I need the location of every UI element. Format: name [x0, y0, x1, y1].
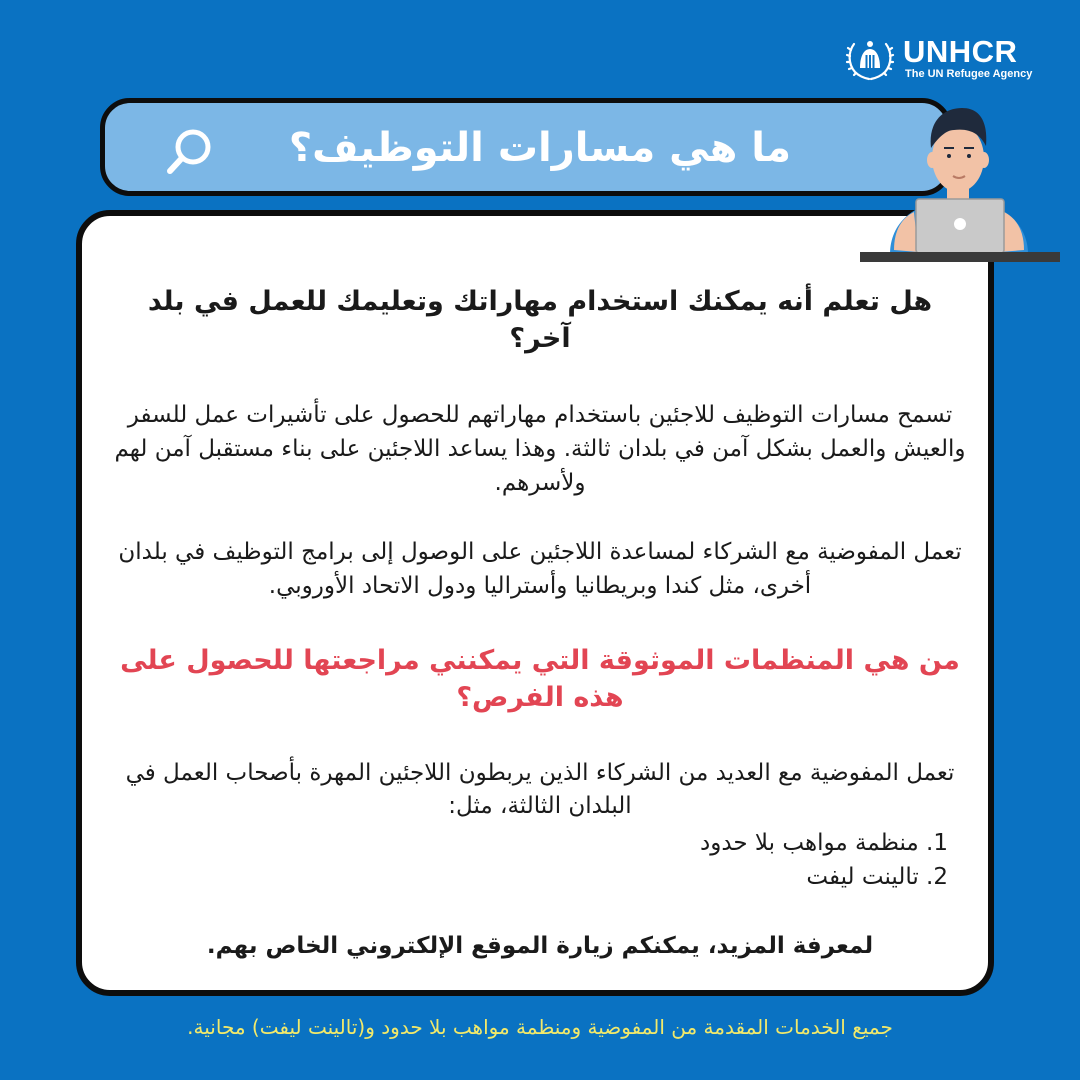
- paragraph-3: تعمل المفوضية مع العديد من الشركاء الذين يربطون اللاجئين المهرة بأصحاب العمل في البلدان الثالثة، مثل:: [125, 760, 955, 819]
- question-heading-1: هل تعلم أنه يمكنك استخدام مهاراتك وتعليمك للعمل في بلد آخر؟: [147, 286, 933, 354]
- unhcr-emblem-icon: [845, 34, 895, 82]
- brand-name: UNHCR: [903, 34, 1018, 69]
- list-item: 2. تالينت ليفت: [806, 864, 948, 890]
- closing-note: لمعرفة المزيد، يمكنكم زيارة الموقع الإلكتروني الخاص بهم.: [206, 933, 874, 959]
- paragraph-2: تعمل المفوضية مع الشركاء لمساعدة اللاجئين على الوصول إلى برامج التوظيف في بلدان أخرى، مثل كندا وبريطانيا وأستراليا ودول الاتحاد الأوروبي.: [118, 539, 962, 599]
- unhcr-logo: [845, 34, 1045, 84]
- list-item: 1. منظمة مواهب بلا حدود: [699, 830, 948, 856]
- brand-tagline: The UN Refugee Agency: [905, 68, 1033, 80]
- person-with-laptop-icon: [858, 100, 1062, 266]
- paragraph-1: تسمح مسارات التوظيف للاجئين باستخدام مهاراتهم للحصول على تأشيرات عمل للسفر والعيش والعمل بشكل آمن في بلدان ثالثة. وهذا يساعد اللاجئين على بناء مستقبل آمن لهم ولأسرهم.: [114, 402, 966, 496]
- question-heading-2: من هي المنظمات الموثوقة التي يمكنني مراجعتها للحصول على هذه الفرص؟: [120, 645, 960, 713]
- page-title: ما هي مسارات التوظيف؟: [288, 125, 792, 171]
- footer-note: جميع الخدمات المقدمة من المفوضية ومنظمة مواهب بلا حدود و(تالينت ليفت) مجانية.: [187, 1015, 893, 1039]
- partner-list: [600, 826, 948, 894]
- search-icon: [165, 126, 215, 176]
